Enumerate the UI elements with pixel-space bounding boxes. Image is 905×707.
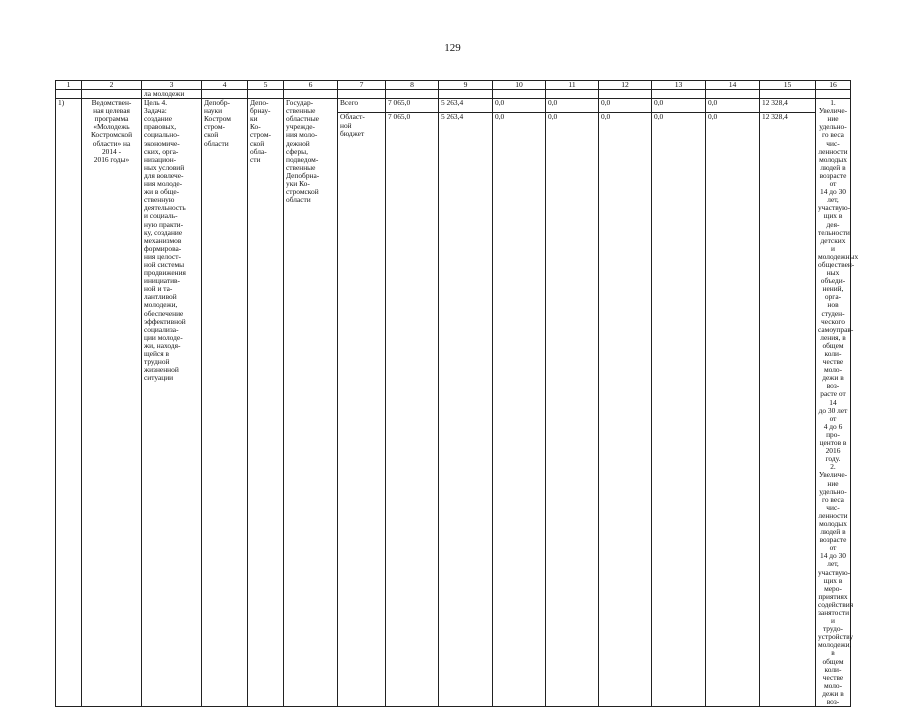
goal-task [142,99,202,707]
column-number: 14 [706,81,760,90]
source-total: Всего [338,99,386,113]
column-number: 8 [386,81,439,90]
value-col10-budget: 0,0 [493,113,546,707]
responsible-executor [202,99,248,707]
page-number: 129 [444,42,461,54]
continuation-text: ла молодежи [142,90,202,99]
source-regional-budget [338,113,386,707]
column-number: 2 [82,81,142,90]
column-number: 15 [760,81,816,90]
value-col11-total: 0,0 [546,99,599,113]
value-col9-budget: 5 263,4 [439,113,493,707]
value-col14-total: 0,0 [706,99,760,113]
participants-text: Государ- ственные областные учрежде- ния моло- дежной сферы, подведом- ственные Депобрна- уки Ко- стромской области [286,98,320,205]
value-col9-total: 5 263,4 [439,99,493,113]
value-col10-total: 0,0 [493,99,546,113]
program-name [82,99,142,707]
value-col8-budget: 7 065,0 [386,113,439,707]
column-number: 10 [493,81,546,90]
value-col12-total: 0,0 [599,99,652,113]
value-col15-total: 12 328,4 [760,99,816,113]
expected-results [816,98,859,707]
column-number: 16 [816,81,851,90]
value-col8-total: 7 065,0 [386,99,439,113]
goal-task-text: Цель 4. Задача: создание правовых, социально- экономиче- ских, орга- низацион- ных условий для вовлече- ния молоде- жи в обще- ственную деятельность и социаль- ную практи- ку, создание механизмов формирова- ния целост- ной системы продвижения инициатив- ной и та- лантливой молодежи, обеспечение эффективной социализа- ции молоде- жи, находя- щейся в трудной жизненной ситуации [144,98,186,383]
column-number: 3 [142,81,202,90]
program-name-text: Ведомствен- ная целевая программа «Молодежь Костромской области» на 2014 - 2016 годы» [90,98,133,164]
program-table [55,80,859,707]
column-number: 9 [439,81,493,90]
column-number: 12 [599,81,652,90]
column-number: 13 [652,81,706,90]
value-col15-budget: 12 328,4 [760,113,816,707]
value-col13-total: 0,0 [652,99,706,113]
value-col13-budget: 0,0 [652,113,706,707]
column-number: 5 [248,81,284,90]
column-number: 6 [284,81,338,90]
value-col14-budget: 0,0 [706,113,760,707]
expected-results-text: 1. Увеличе- ние удельно- го веса чис- ленности молодых людей в возрасте от 14 до 30 лет, участвую- щих в дея- тельности детских и молодежных обществен- ных объеди- нений, орга- нов студен- ческого самоуправ- ления, в общем коли- честве моло- дежи в воз- расте от 14 до 30 лет от 4 до 6 про- центов в 2016 году. 2. Увеличе- ние удельно- го веса чис- ленности молодых людей в возрасте от 14 до 30 лет, участвую- щих в меро- приятиях содействия занятости и трудо- устройству молодежи, в общем коли- честве моло- дежи в воз- [818,98,859,707]
column-number: 1 [56,81,82,90]
value-col11-budget: 0,0 [546,113,599,707]
coexecutor-text: Депо- брнау- ки Ко- стром- ской обла- сти [250,98,271,164]
value-col12-budget: 0,0 [599,113,652,707]
row-number: 1) [56,99,82,707]
table-row-total [56,99,851,113]
source-regional-budget-text: Област- ной бюджет [340,112,365,138]
coexecutor [248,99,284,707]
responsible-executor-text: Депобр- науки Костром стром- ской области [204,98,231,148]
participants [284,99,338,707]
column-number: 7 [338,81,386,90]
column-number: 11 [546,81,599,90]
column-number: 4 [202,81,248,90]
